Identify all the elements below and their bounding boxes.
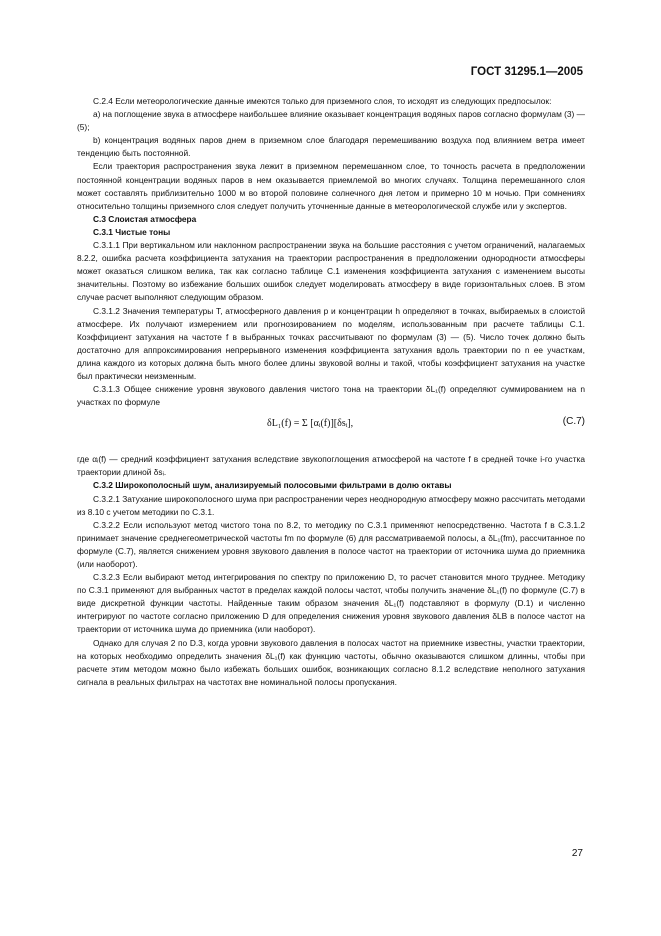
section-heading-c31: С.3.1 Чистые тоны bbox=[93, 226, 171, 237]
paragraph-c312: С.3.1.2 Значения температуры T, атмосферного давления p и концентрации h определяют в точках, выбираемых в слоистой атмосфере. Их получают измерением или прогнозированием по моделям, использованным при расчете таблицы С.1. Коэффициент затухания на частоте f в выбранных точках рассчитывают по формулам (3) — (5). Число точек должно быть достаточно для аппроксимирования непрерывного изменения коэффициента затухания вдоль траектории по n ее участкам, длина каждого из которых должна быть много более длины звуковой волны и такой, чтобы коэффициент затухания на участке был практически неизменным. bbox=[77, 305, 585, 381]
document-header: ГОСТ 31295.1—2005 bbox=[470, 66, 583, 78]
paragraph-c24: С.2.4 Если метеорологические данные имеются только для приземного слоя, то исходят из следующих предпосылок: bbox=[93, 96, 552, 106]
formula-expression bbox=[267, 417, 353, 430]
paragraph-c311: С.3.1.1 При вертикальном или наклонном распространении звука на большие расстояния с учетом ограничений, налагаемых 8.2.2, ошибка расчета коэффициента затухания на траектории распространения в предположении однородности атмосферы может оказаться слишком велика, так как согласно таблице С.1 изменения коэффициента затухания с изменением высоты значительны. Поэтому во избежание больших ошибок следует моделировать атмосферу в виде горизонтальных слоев. В этом случае расчет выполняют следующим образом. bbox=[77, 240, 585, 303]
paragraph-c322: С.3.2.2 Если используют метод чистого тона по 8.2, то методику по С.3.1 применяют непосредственно. Частота f в С.3.1.2 принимает значение среднегеометрической частоты fm по формуле (6) для рассматриваемой полосы, а δL₁(fm), рассчитанное по формуле (С.7), является снижением уровня звукового давления в полосе частот на траектории от источника шума до приемника (или наоборот). bbox=[77, 519, 585, 569]
section-heading-c3: С.3 Слоистая атмосфера bbox=[93, 213, 197, 224]
formula-text: δL₁(f) = Σ [αᵢ(f)][δsᵢ], bbox=[267, 418, 354, 430]
paragraph-case2: Однако для случая 2 по D.3, когда уровни звукового давления в полосах частот на приемнике известны, участки траектории, на которых необходимо определить значения δL₁(f) как функцию частоты, обычно оказываются слишком длинны, чтобы при расчете этим методом можно было избежать больших ошибок, возникающих согласно 8.1.2 вследствие неполного затухания сигнала в реальных фильтрах на частотах вне номинальной полосы пропускания. bbox=[77, 637, 585, 687]
formula-number: (С.7) bbox=[562, 416, 585, 428]
paragraph-c313: С.3.1.3 Общее снижение уровня звукового давления чистого тона на траектории δL₁(f) определяют суммированием на n участках по формуле bbox=[77, 384, 585, 408]
list-item-a: a) на поглощение звука в атмосфере наибольшее влияние оказывает концентрация водяных паров согласно формулам (3) — (5); bbox=[77, 109, 585, 133]
list-item-b: b) концентрация водяных паров днем в приземном слое благодаря перемешиванию воздуха под влиянием ветра имеет тенденцию быть постоянной. bbox=[77, 135, 585, 159]
document-body bbox=[77, 95, 585, 689]
paragraph-c323: С.3.2.3 Если выбирают метод интегрирования по спектру по приложению D, то расчет становится много труднее. Методику по С.3.1 применяют для выбранных частот в пределах каждой полосы частот, чтобы получить значение δL₁(f) по формуле (С.7) в виде дискретной функции частоты. Найденные таким образом значения δL₁(f) подставляют в формулу (D.1) и численно интегрируют по частоте согласно приложению D для определения снижения уровня звукового давления δLB в полосе частот на траектории от источника шума до приемника (или наоборот). bbox=[77, 572, 585, 635]
page-number: 27 bbox=[571, 848, 583, 859]
formula-legend: где αᵢ(f) — средний коэффициент затухания вследствие звукопоглощения атмосферой на частоте f в средней точке i-го участка траектории длиной δsᵢ. bbox=[77, 454, 585, 478]
paragraph-mixed-layer: Если траектория распространения звука лежит в приземном перемешанном слое, то точность расчета в предположении постоянной концентрации водяных паров в нем оказывается приемлемой во многих случаях. Толщина перемешанного слоя может составлять приблизительно 1000 м во второй половине солнечного дня летом и примерно 10 м ночью. При сомнениях относительно толщины приземного слоя следует получить уточненные данные в метеорологической службе или у экспертов. bbox=[77, 161, 585, 211]
paragraph-c321: С.3.2.1 Затухание широкополосного шума при распространении через неоднородную атмосферу можно рассчитать методами из 8.10 с учетом методики по С.3.1. bbox=[77, 493, 585, 517]
section-heading-c32: С.3.2 Широкополосный шум, анализируемый полосовыми фильтрами в долю октавы bbox=[93, 480, 452, 491]
formula-c7 bbox=[77, 411, 585, 451]
